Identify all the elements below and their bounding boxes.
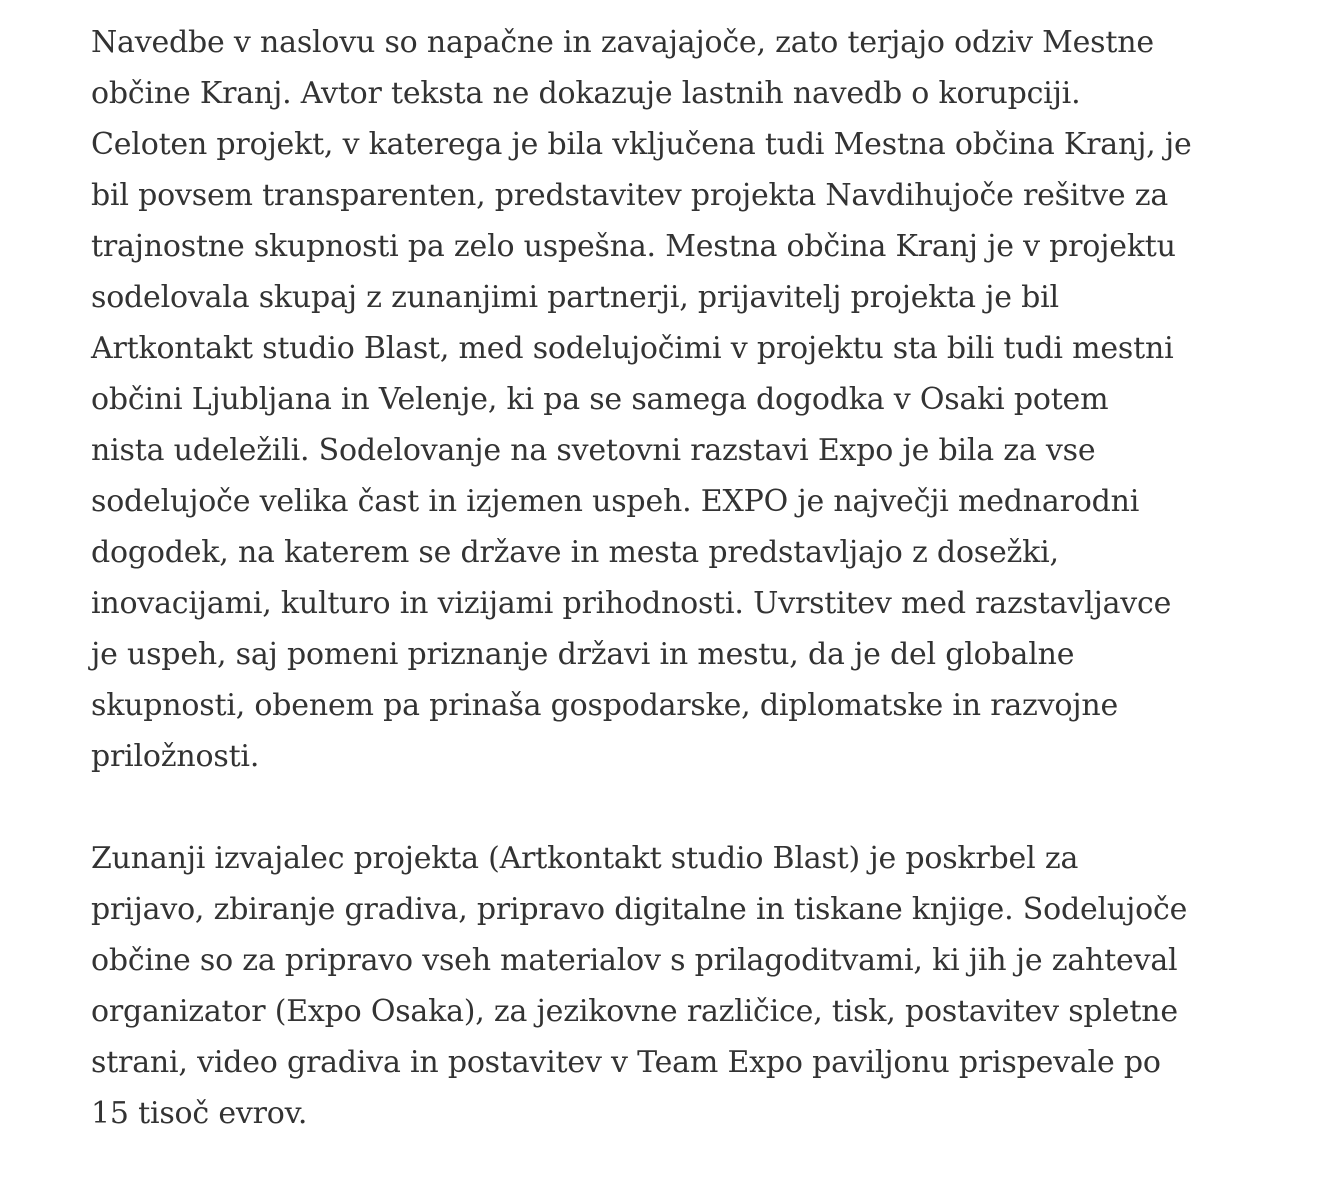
paragraph (91, 17, 1192, 782)
text-line: organizator (Expo Osaka), za jezikovne različice, tisk, postavitev spletne (91, 994, 1178, 1029)
text-line: sodelovala skupaj z zunanjimi partnerji, prijavitelj projekta je bil (91, 280, 1059, 315)
text-line: Zunanji izvajalec projekta (Artkontakt studio Blast) je poskrbel za (91, 841, 1079, 876)
text-line: 15 tisoč evrov. (91, 1096, 308, 1131)
text-line: inovacijami, kulturo in vizijami prihodnosti. Uvrstitev med razstavljavce (91, 586, 1172, 621)
text-line: je uspeh, saj pomeni priznanje državi in mestu, da je del globalne (91, 637, 1075, 672)
text-line: skupnosti, obenem pa prinaša gospodarske, diplomatske in razvojne (91, 688, 1119, 723)
text-line: občine so za pripravo vseh materialov s prilagoditvami, ki jih je zahteval (91, 943, 1178, 978)
text-line: strani, video gradiva in postavitev v Team Expo paviljonu prispevale po (91, 1045, 1161, 1080)
text-line: bil povsem transparenten, predstavitev projekta Navdihujoče rešitve za (91, 178, 1169, 213)
text-line: Celoten projekt, v katerega je bila vključena tudi Mestna občina Kranj, je (91, 127, 1192, 162)
article-body (91, 17, 1192, 1190)
text-line: nista udeležili. Sodelovanje na svetovni razstavi Expo je bila za vse (91, 433, 1096, 468)
text-line: Navedbe v naslovu so napačne in zavajajoče, zato terjajo odziv Mestne (91, 25, 1154, 60)
text-line: dogodek, na katerem se države in mesta predstavljajo z dosežki, (91, 535, 1059, 570)
text-line: sodelujoče velika čast in izjemen uspeh. EXPO je največji mednarodni (91, 484, 1140, 519)
text-line: priložnosti. (91, 739, 260, 774)
text-line: trajnostne skupnosti pa zelo uspešna. Mestna občina Kranj je v projektu (91, 229, 1176, 264)
text-line: Artkontakt studio Blast, med sodelujočimi v projektu sta bili tudi mestni (91, 331, 1174, 366)
text-line: prijavo, zbiranje gradiva, pripravo digitalne in tiskane knjige. Sodelujoče (91, 892, 1188, 927)
paragraph (91, 833, 1188, 1139)
text-line: občini Ljubljana in Velenje, ki pa se samega dogodka v Osaki potem (91, 382, 1109, 417)
text-line: občine Kranj. Avtor teksta ne dokazuje lastnih navedb o korupciji. (91, 76, 1081, 111)
